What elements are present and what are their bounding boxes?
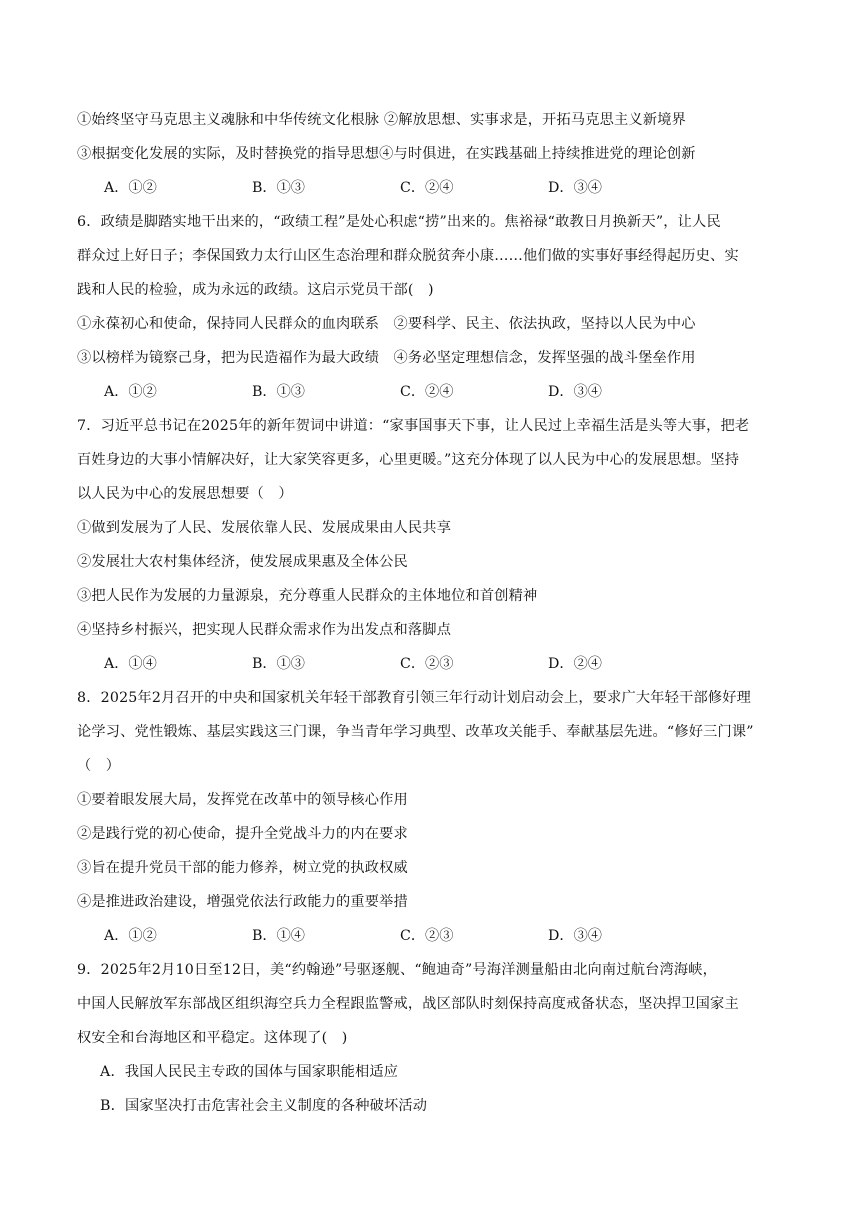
q7-item-2: ②发展壮大农村集体经济，使发展成果惠及全体公民 (77, 554, 408, 570)
q5-item-2: ③根据变化发展的实际，及时替换党的指导思想④与时俱进，在实践基础上持续推进党的理论创新 (77, 146, 696, 162)
q8-option-a: A．①② (104, 928, 157, 944)
q9-option-b: B．国家坚决打击危害社会主义制度的各种破坏活动 (100, 1098, 428, 1114)
q6-stem-1: 6．政绩是脚踏实地干出来的，“政绩工程”是处心积虑“捞”出来的。焦裕禄“敢教日月换新天”，让人民 (77, 214, 721, 230)
q8-item-1: ①要着眼发展大局，发挥党在改革中的领导核心作用 (77, 792, 408, 808)
q9-stem-1: 9．2025年2月10日至12日，美“约翰逊”号驱逐舰、“鲍迪奇”号海洋测量船由北向南过航台湾海峡， (77, 962, 718, 978)
q7-option-d: D．②④ (548, 656, 602, 672)
q6-stem-2: 群众过上好日子；李保国致力太行山区生态治理和群众脱贫奔小康……他们做的实事好事经得起历史、实 (77, 248, 739, 264)
q8-stem-3: （ ） (77, 758, 121, 774)
q7-stem-2: 百姓身边的大事小情解决好，让大家笑容更多，心里更暖。”这充分体现了以人民为中心的发展思想。坚持 (77, 452, 740, 468)
q7-stem-1: 7．习近平总书记在2025年的新年贺词中讲道：“家事国事天下事，让人民过上幸福生活是头等大事，把老 (77, 418, 750, 434)
q7-item-3: ③把人民作为发展的力量源泉，充分尊重人民群众的主体地位和首创精神 (77, 588, 538, 604)
q8-option-c: C．②③ (400, 928, 454, 944)
q8-stem-1: 8．2025年2月召开的中央和国家机关年轻干部教育引领三年行动计划启动会上，要求广大年轻干部修好理 (77, 690, 752, 706)
q7-option-a: A．①④ (104, 656, 157, 672)
q6-option-a: A．①② (104, 384, 157, 400)
q8-option-d: D．③④ (548, 928, 602, 944)
q9-stem-3: 权安全和台海地区和平稳定。这体现了( ) (77, 1030, 348, 1046)
q8-options (104, 927, 602, 945)
q6-item-2: ③以榜样为镜察己身，把为民造福作为最大政绩 ④务必坚定理想信念，发挥坚强的战斗堡垒作用 (77, 350, 696, 366)
q7-options (104, 655, 602, 673)
q5-option-b: B．①③ (252, 180, 305, 196)
q7-item-1: ①做到发展为了人民、发展依靠人民、发展成果由人民共享 (77, 520, 452, 536)
q7-item-4: ④坚持乡村振兴，把实现人民群众需求作为出发点和落脚点 (77, 622, 452, 638)
q8-item-2: ②是践行党的初心使命，提升全党战斗力的内在要求 (77, 826, 408, 842)
q6-item-1: ①永葆初心和使命，保持同人民群众的血肉联系 ②要科学、民主、依法执政，坚持以人民为中心 (77, 316, 696, 332)
q5-options (104, 179, 602, 197)
q5-option-c: C．②④ (400, 180, 454, 196)
q6-option-b: B．①③ (252, 384, 305, 400)
q6-stem-3: 践和人民的检验，成为永远的政绩。这启示党员干部( ) (77, 282, 434, 298)
q5-item-1: ①始终坚守马克思主义魂脉和中华传统文化根脉 ②解放思想、实事求是，开拓马克思主义新境界 (77, 112, 686, 128)
q8-item-4: ④是推进政治建设，增强党依法行政能力的重要举措 (77, 894, 408, 910)
q7-stem-3: 以人民为中心的发展思想要（ ） (77, 486, 293, 502)
q8-option-b: B．①④ (252, 928, 305, 944)
q5-option-d: D．③④ (548, 180, 602, 196)
q7-option-b: B．①③ (252, 656, 305, 672)
q9-stem-2: 中国人民解放军东部战区组织海空兵力全程跟监警戒，战区部队时刻保持高度戒备状态，坚决捍卫国家主 (77, 996, 739, 1012)
q8-item-3: ③旨在提升党员干部的能力修养，树立党的执政权威 (77, 860, 408, 876)
q6-option-c: C．②④ (400, 384, 454, 400)
q6-options (104, 383, 602, 401)
q7-option-c: C．②③ (400, 656, 454, 672)
q9-option-a: A．我国人民民主专政的国体与国家职能相适应 (100, 1064, 399, 1080)
q8-stem-2: 论学习、党性锻炼、基层实践这三门课，争当青年学习典型、改革攻关能手、奉献基层先进。“修好三门课” (77, 724, 754, 740)
q6-option-d: D．③④ (548, 384, 602, 400)
q5-option-a: A．①② (104, 180, 157, 196)
